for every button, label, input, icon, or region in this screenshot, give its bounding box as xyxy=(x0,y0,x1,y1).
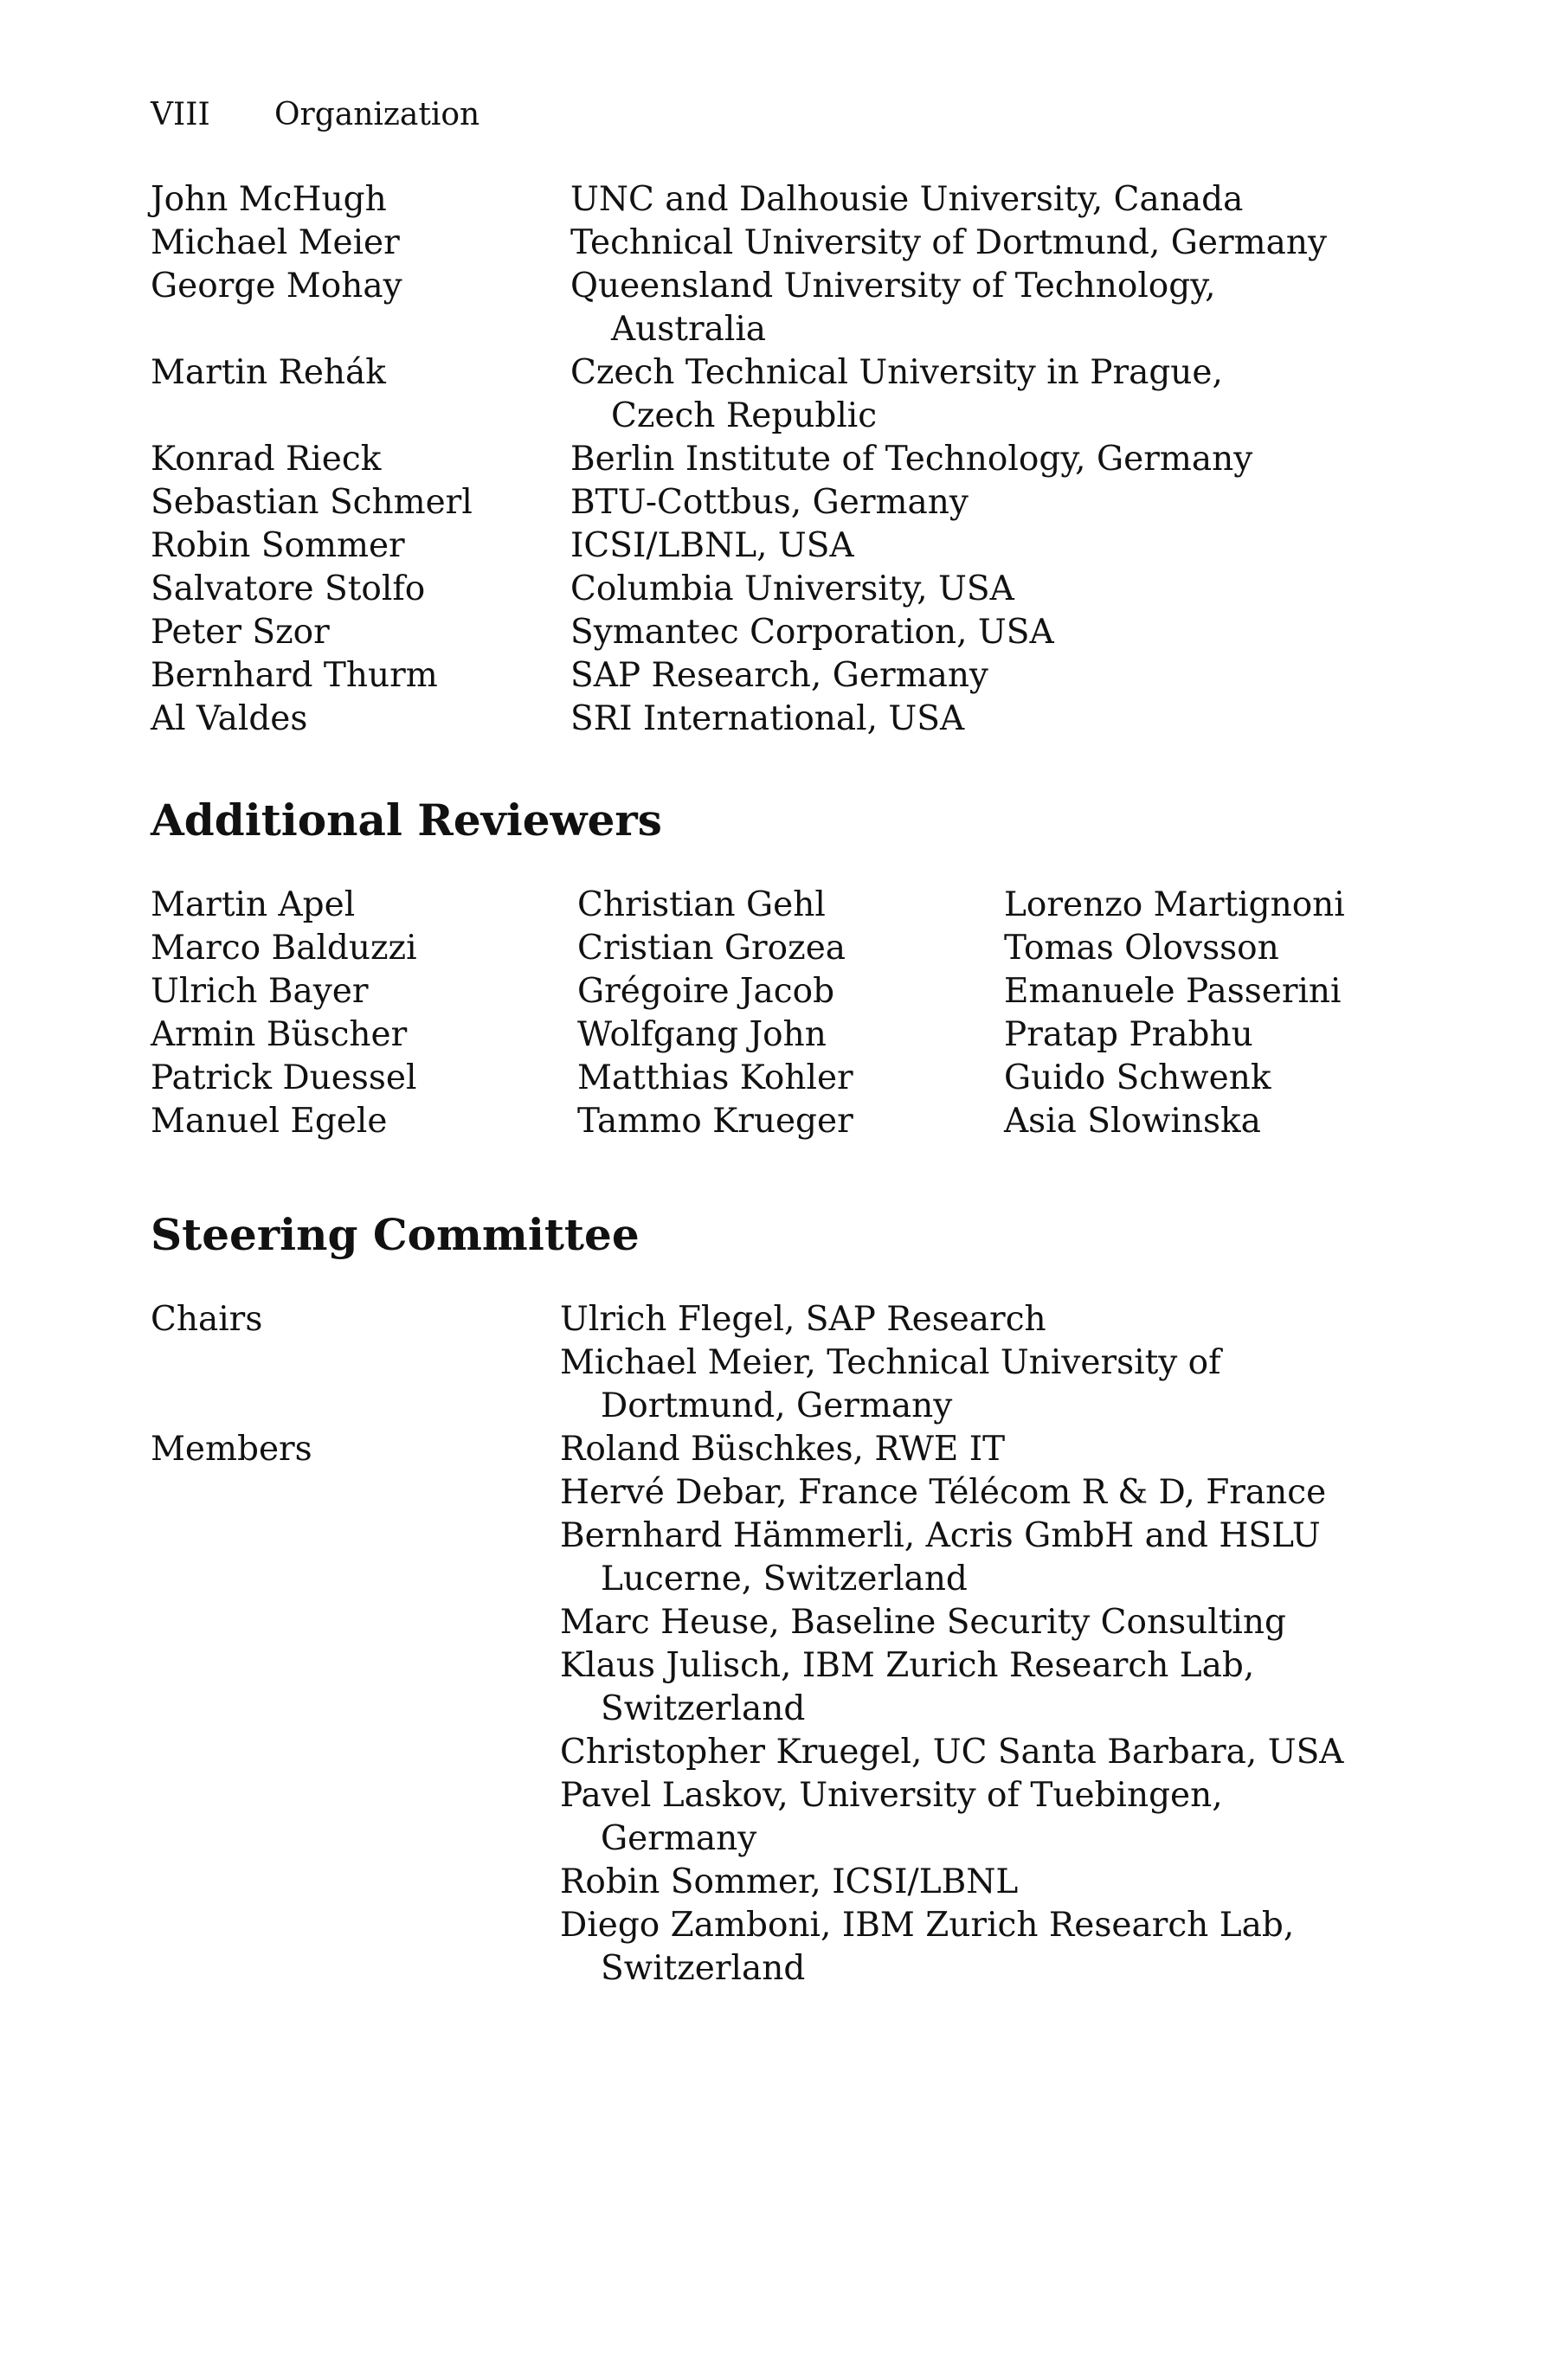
member-entry: Bernhard Hämmerli, Acris GmbH and HSLU xyxy=(560,1516,1321,1555)
committee-name: Al Valdes xyxy=(151,699,308,738)
reviewer-name: Christian Gehl xyxy=(577,885,826,924)
reviewer-name: Ulrich Bayer xyxy=(151,972,369,1011)
members-label: Members xyxy=(151,1430,312,1469)
committee-affiliation: UNC and Dalhousie University, Canada xyxy=(570,180,1244,219)
committee-affiliation: ICSI/LBNL, USA xyxy=(570,526,854,565)
committee-affiliation: Symantec Corporation, USA xyxy=(570,613,1054,652)
steering-committee-heading: Steering Committee xyxy=(151,1209,640,1260)
reviewer-name: Matthias Kohler xyxy=(577,1058,853,1097)
chair-entry-continuation: Dortmund, Germany xyxy=(601,1386,953,1425)
committee-name: George Mohay xyxy=(151,267,402,306)
member-entry-continuation: Switzerland xyxy=(601,1949,806,1988)
reviewer-name: Patrick Duessel xyxy=(151,1058,417,1097)
committee-name: John McHugh xyxy=(151,180,387,219)
committee-names-column xyxy=(151,178,473,741)
committee-affiliation: Czech Technical University in Prague, xyxy=(570,353,1223,392)
reviewer-name: Cristian Grozea xyxy=(577,929,846,968)
reviewers-column-2 xyxy=(577,884,853,1143)
reviewer-name: Armin Büscher xyxy=(151,1015,408,1054)
chair-entry: Ulrich Flegel, SAP Research xyxy=(560,1300,1046,1339)
reviewer-name: Wolfgang John xyxy=(577,1015,827,1054)
page-number: VIII xyxy=(151,97,210,132)
committee-affiliation: Technical University of Dortmund, Germany xyxy=(570,223,1327,262)
member-entry: Christopher Kruegel, UC Santa Barbara, USA xyxy=(560,1733,1344,1772)
reviewer-name: Tammo Krueger xyxy=(577,1102,853,1141)
reviewer-name: Grégoire Jacob xyxy=(577,972,835,1011)
reviewer-name: Manuel Egele xyxy=(151,1102,388,1141)
committee-name: Martin Rehák xyxy=(151,353,386,392)
reviewer-name: Emanuele Passerini xyxy=(1004,972,1342,1011)
committee-affiliation: SRI International, USA xyxy=(570,699,965,738)
committee-name: Bernhard Thurm xyxy=(151,656,438,695)
member-entry: Roland Büschkes, RWE IT xyxy=(560,1430,1006,1469)
committee-name: Michael Meier xyxy=(151,223,400,262)
reviewer-name: Martin Apel xyxy=(151,885,356,924)
committee-affiliation: SAP Research, Germany xyxy=(570,656,988,695)
chair-entry: Michael Meier, Technical University of xyxy=(560,1343,1221,1382)
committee-affiliation-continuation: Czech Republic xyxy=(611,396,878,435)
committee-name: Konrad Rieck xyxy=(151,440,382,479)
member-entry-continuation: Lucerne, Switzerland xyxy=(601,1560,968,1598)
additional-reviewers-heading: Additional Reviewers xyxy=(151,794,662,846)
running-title: Organization xyxy=(274,97,480,132)
reviewer-name: Tomas Olovsson xyxy=(1004,929,1279,968)
committee-affiliation: Columbia University, USA xyxy=(570,569,1014,608)
reviewer-name: Marco Balduzzi xyxy=(151,929,417,968)
reviewers-column-1 xyxy=(151,884,417,1143)
reviewers-column-3 xyxy=(1004,884,1345,1143)
steering-labels-column xyxy=(151,1298,312,1471)
member-entry: Pavel Laskov, University of Tuebingen, xyxy=(560,1776,1223,1815)
member-entry: Marc Heuse, Baseline Security Consulting xyxy=(560,1603,1286,1642)
member-entry: Robin Sommer, ICSI/LBNL xyxy=(560,1862,1019,1901)
member-entry-continuation: Germany xyxy=(601,1819,757,1858)
reviewer-name: Pratap Prabhu xyxy=(1004,1015,1253,1054)
reviewer-name: Lorenzo Martignoni xyxy=(1004,885,1345,924)
member-entry-continuation: Switzerland xyxy=(601,1689,806,1728)
member-entry: Hervé Debar, France Télécom R & D, France xyxy=(560,1473,1327,1512)
reviewer-name: Guido Schwenk xyxy=(1004,1058,1271,1097)
reviewer-name: Asia Slowinska xyxy=(1004,1102,1261,1141)
committee-affiliation: BTU-Cottbus, Germany xyxy=(570,483,969,522)
committee-name: Peter Szor xyxy=(151,613,330,652)
committee-affiliation-continuation: Australia xyxy=(611,310,767,349)
committee-affiliation: Queensland University of Technology, xyxy=(570,267,1216,306)
member-entry: Diego Zamboni, IBM Zurich Research Lab, xyxy=(560,1906,1295,1945)
committee-affiliations-column xyxy=(570,178,1327,741)
committee-name: Salvatore Stolfo xyxy=(151,569,426,608)
committee-name: Sebastian Schmerl xyxy=(151,483,473,522)
committee-affiliation: Berlin Institute of Technology, Germany xyxy=(570,440,1253,479)
member-entry: Klaus Julisch, IBM Zurich Research Lab, xyxy=(560,1646,1255,1685)
chairs-label: Chairs xyxy=(151,1300,263,1339)
committee-name: Robin Sommer xyxy=(151,526,405,565)
steering-entries-column xyxy=(560,1298,1343,1991)
